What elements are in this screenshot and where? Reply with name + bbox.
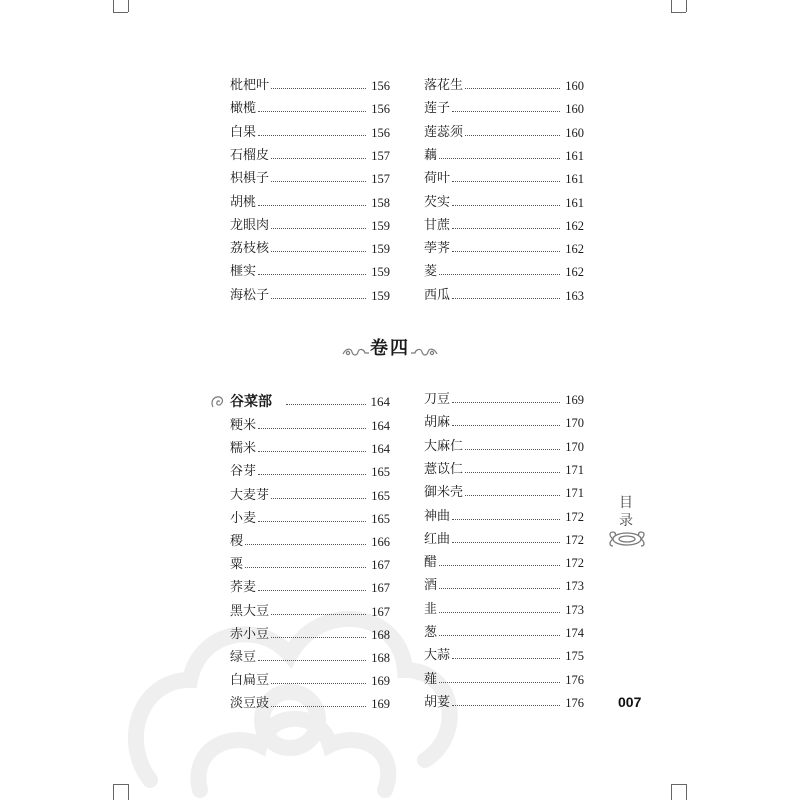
dot-leader (271, 87, 366, 89)
entry-name: 酒 (424, 578, 438, 594)
volume-title: 卷四 (370, 338, 410, 359)
dot-leader (465, 87, 560, 89)
cloud-bullet-icon (210, 394, 226, 410)
side-running-title (613, 494, 639, 530)
dot-leader (258, 520, 366, 522)
entry-page: 173 (565, 602, 584, 617)
crop-mark (686, 784, 687, 800)
entry-name: 薏苡仁 (424, 461, 464, 477)
crop-mark (128, 0, 129, 12)
crop-mark (671, 784, 686, 785)
entry-name: 粟 (230, 557, 244, 573)
page-number: 007 (618, 694, 642, 710)
dot-leader (452, 227, 560, 229)
entry-name: 荔枝核 (230, 241, 270, 257)
toc-entry[interactable] (230, 508, 390, 530)
toc-entry[interactable] (230, 554, 390, 576)
entry-name: 黑大豆 (230, 603, 270, 619)
toc-entry[interactable] (230, 461, 390, 483)
entry-page: 157 (371, 148, 390, 163)
dot-leader (452, 250, 560, 252)
entry-name: 藕 (424, 147, 438, 163)
toc-entry[interactable] (424, 645, 584, 667)
entry-name: 小麦 (230, 510, 257, 526)
entry-name: 龙眼肉 (230, 217, 270, 233)
toc-entry[interactable] (424, 622, 584, 644)
dot-leader (271, 682, 366, 684)
entry-name: 大麻仁 (424, 438, 464, 454)
entry-page: 159 (371, 218, 390, 233)
dot-leader (258, 110, 366, 112)
toc-entry[interactable] (230, 531, 390, 553)
toc-entry[interactable] (230, 438, 390, 460)
entry-name: 谷芽 (230, 464, 257, 480)
toc-entry[interactable] (230, 647, 390, 669)
toc-entry[interactable] (230, 238, 390, 260)
dot-leader (452, 518, 560, 520)
entry-name: 荞麦 (230, 580, 257, 596)
toc-entry[interactable] (230, 215, 390, 237)
toc-entry[interactable] (424, 145, 584, 167)
entry-page: 175 (565, 649, 584, 664)
entry-name: 莲子 (424, 101, 451, 117)
entry-page: 160 (565, 79, 584, 93)
entry-name: 韭 (424, 601, 438, 617)
dot-leader (452, 401, 560, 403)
entry-page: 161 (565, 148, 584, 163)
entry-page: 160 (565, 125, 584, 140)
entry-name: 白果 (230, 124, 257, 140)
entry-page: 172 (565, 532, 584, 547)
entry-name: 白扁豆 (230, 673, 270, 689)
toc-entry[interactable] (424, 98, 584, 120)
entry-page: 160 (565, 102, 584, 117)
toc-entry[interactable] (424, 506, 584, 528)
toc-top-right-column (424, 75, 584, 307)
toc-entry[interactable] (424, 238, 584, 260)
dot-leader (271, 250, 366, 252)
toc-bottom-left-column (230, 391, 390, 721)
entry-page: 159 (371, 242, 390, 257)
entry-page: 171 (565, 462, 584, 477)
entry-name: 落花生 (424, 78, 464, 93)
entry-page: 161 (565, 195, 584, 210)
toc-entry[interactable] (424, 529, 584, 551)
dot-leader (245, 543, 366, 545)
dot-leader (258, 273, 366, 275)
entry-page: 170 (565, 439, 584, 454)
toc-entry[interactable] (424, 168, 584, 190)
cloud-ornament-icon (410, 346, 438, 358)
entry-page: 164 (371, 442, 390, 457)
entry-page: 167 (371, 604, 390, 619)
entry-page: 174 (565, 626, 584, 640)
entry-page: 170 (565, 416, 584, 431)
entry-page: 159 (371, 288, 390, 303)
entry-page: 162 (565, 242, 584, 257)
crop-mark (671, 784, 672, 800)
dot-leader (452, 704, 560, 706)
dot-leader (245, 566, 366, 568)
entry-name: 荷叶 (424, 171, 451, 187)
entry-name: 刀豆 (424, 392, 451, 407)
entry-page: 176 (565, 695, 584, 710)
entry-name: 西瓜 (424, 287, 451, 303)
entry-page: 164 (371, 419, 390, 433)
entry-name: 石榴皮 (230, 147, 270, 163)
entry-page: 169 (371, 674, 390, 689)
entry-name: 粳米 (230, 418, 257, 433)
entry-page: 167 (371, 558, 390, 573)
toc-entry[interactable] (230, 693, 390, 715)
section-page: 164 (370, 394, 390, 409)
entry-page: 168 (371, 651, 390, 665)
dot-leader (271, 636, 366, 638)
entry-name: 海松子 (230, 287, 270, 303)
toc-entry[interactable] (424, 552, 584, 574)
entry-name: 红曲 (424, 531, 451, 547)
toc-section-entry[interactable] (230, 391, 390, 413)
toc-entry[interactable] (424, 192, 584, 214)
entry-name: 菱 (424, 264, 438, 280)
entry-page: 159 (371, 265, 390, 280)
entry-name: 御米壳 (424, 485, 464, 501)
dot-leader (439, 611, 560, 613)
entry-page: 165 (371, 465, 390, 480)
toc-entry[interactable] (230, 577, 390, 599)
side-title-char: 录 (619, 513, 633, 529)
entry-page: 156 (371, 125, 390, 140)
toc-entry[interactable] (230, 98, 390, 120)
dot-leader (439, 564, 560, 566)
entry-page: 157 (371, 172, 390, 187)
entry-page: 162 (565, 218, 584, 233)
entry-name: 榧实 (230, 264, 257, 280)
dot-leader (258, 589, 366, 591)
entry-name: 橄榄 (230, 101, 257, 117)
entry-name: 胡荽 (424, 694, 451, 710)
entry-name: 莲蕊须 (424, 124, 464, 140)
entry-page: 165 (371, 488, 390, 503)
crop-mark (671, 0, 672, 12)
dot-leader (439, 634, 560, 636)
entry-name: 芡实 (424, 194, 451, 210)
entry-name: 葱 (424, 625, 438, 640)
dot-leader (465, 448, 560, 450)
dot-leader (258, 450, 366, 452)
entry-name: 大麦芽 (230, 487, 270, 503)
entry-name: 淡豆豉 (230, 696, 270, 712)
entry-page: 166 (371, 535, 390, 549)
entry-page: 162 (565, 265, 584, 280)
entry-name: 赤小豆 (230, 626, 270, 642)
crop-mark (113, 12, 128, 13)
dot-leader (452, 541, 560, 543)
toc-bottom-right-column (424, 389, 584, 719)
dot-leader (452, 424, 560, 426)
toc-entry[interactable] (424, 669, 584, 691)
entry-page: 171 (565, 486, 584, 501)
dot-leader (258, 204, 366, 206)
toc-entry[interactable] (424, 575, 584, 597)
toc-entry[interactable] (424, 692, 584, 714)
toc-entry[interactable] (424, 412, 584, 434)
entry-name: 胡麻 (424, 415, 451, 431)
toc-entry[interactable] (230, 624, 390, 646)
cloud-ornament-icon (607, 528, 647, 550)
entry-name: 醋 (424, 555, 438, 571)
entry-page: 165 (371, 511, 390, 526)
toc-entry[interactable] (230, 261, 390, 283)
entry-page: 161 (565, 172, 584, 187)
volume-heading (340, 334, 440, 364)
dot-leader (465, 471, 560, 473)
toc-entry[interactable] (230, 285, 390, 307)
dot-leader (439, 157, 560, 159)
toc-entry[interactable] (424, 482, 584, 504)
entry-name: 甘蔗 (424, 217, 451, 233)
dot-leader (258, 427, 366, 429)
entry-page: 168 (371, 627, 390, 642)
entry-page: 176 (565, 672, 584, 687)
entry-page: 172 (565, 556, 584, 571)
dot-leader (271, 180, 366, 182)
dot-leader (452, 180, 560, 182)
dot-leader (439, 273, 560, 275)
crop-mark (671, 12, 686, 13)
dot-leader (271, 297, 366, 299)
toc-entry[interactable] (424, 261, 584, 283)
dot-leader (452, 204, 560, 206)
dot-leader (271, 157, 366, 159)
entry-page: 172 (565, 509, 584, 524)
toc-entry[interactable] (424, 459, 584, 481)
toc-entry[interactable] (424, 436, 584, 458)
dot-leader (271, 705, 366, 707)
section-name: 谷菜部 (230, 394, 272, 410)
toc-top-left-column (230, 75, 390, 307)
toc-entry[interactable] (230, 122, 390, 144)
entry-name: 糯米 (230, 441, 257, 457)
toc-entry[interactable] (230, 670, 390, 692)
toc-entry[interactable] (230, 601, 390, 623)
toc-entry[interactable] (230, 145, 390, 167)
toc-entry[interactable] (230, 75, 390, 97)
entry-name: 绿豆 (230, 650, 257, 665)
entry-name: 枇杷叶 (230, 78, 270, 93)
dot-leader (452, 297, 560, 299)
toc-entry[interactable] (424, 122, 584, 144)
toc-entry[interactable] (424, 389, 584, 411)
dot-leader (258, 473, 366, 475)
dot-leader (452, 657, 560, 659)
dot-leader (286, 403, 366, 405)
dot-leader (439, 681, 560, 683)
dot-leader (465, 134, 560, 136)
crop-mark (113, 0, 114, 12)
toc-entry[interactable] (230, 415, 390, 437)
entry-name: 神曲 (424, 508, 451, 524)
crop-mark (686, 0, 687, 12)
cloud-ornament-icon (342, 346, 370, 358)
entry-page: 156 (371, 102, 390, 117)
toc-entry[interactable] (424, 75, 584, 97)
entry-name: 荸荠 (424, 241, 451, 257)
entry-page: 169 (565, 393, 584, 407)
toc-entry[interactable] (230, 485, 390, 507)
entry-page: 173 (565, 579, 584, 594)
entry-page: 163 (565, 288, 584, 303)
toc-entry[interactable] (424, 215, 584, 237)
dot-leader (439, 587, 560, 589)
entry-name: 枳椇子 (230, 171, 270, 187)
dot-leader (258, 659, 366, 661)
toc-entry[interactable] (230, 168, 390, 190)
entry-page: 156 (371, 79, 390, 93)
dot-leader (452, 110, 560, 112)
dot-leader (271, 497, 366, 499)
dot-leader (271, 227, 366, 229)
entry-name: 胡桃 (230, 194, 257, 210)
dot-leader (271, 613, 366, 615)
entry-name: 稷 (230, 534, 244, 549)
toc-entry[interactable] (424, 599, 584, 621)
entry-page: 169 (371, 697, 390, 712)
toc-entry[interactable] (424, 285, 584, 307)
dot-leader (465, 494, 560, 496)
entry-page: 158 (371, 195, 390, 210)
entry-name: 薤 (424, 671, 438, 687)
dot-leader (258, 134, 366, 136)
entry-name: 大蒜 (424, 648, 451, 664)
entry-page: 167 (371, 581, 390, 596)
side-title-char: 目 (619, 495, 633, 511)
toc-entry[interactable] (230, 192, 390, 214)
